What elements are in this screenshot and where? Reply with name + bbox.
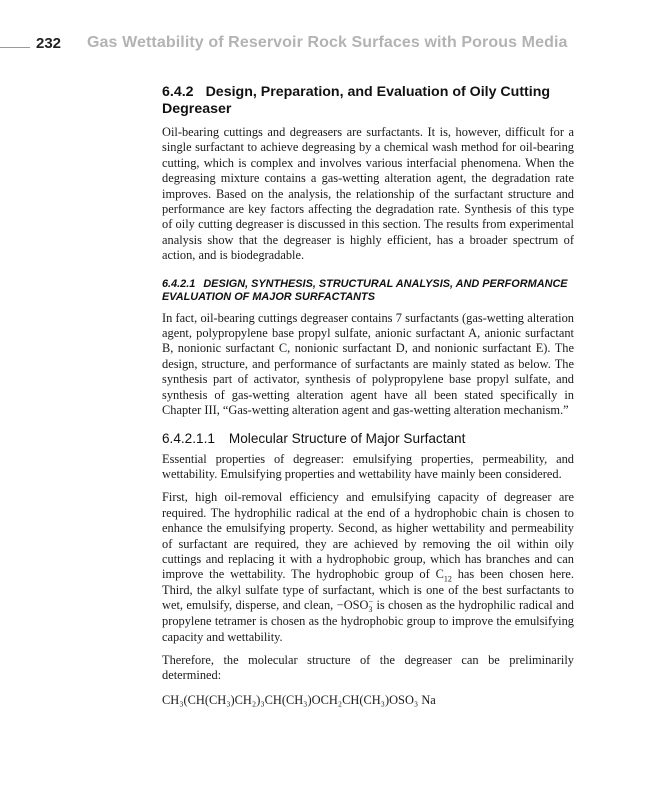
- subsubsection-title: Molecular Structure of Major Surfactant: [228, 430, 466, 446]
- page-number: 232: [36, 35, 62, 52]
- molecular-formula: CH₃(CH(CH₃)CH₂)₃CH(CH₃)OCH₂CH(CH₃)OSO₃ Na: [162, 692, 436, 707]
- paragraph-surfactants: In fact, oil-bearing cuttings degreaser contains 7 surfactants (gas-wetting alteration agent, polypropylene base propyl sulfate, anionic surfactant A, anionic surfactant B, nonionic surfactant C, nonionic surfactant D, and nonionic surfactant E). The design, structure, and performance of surfactants are mainly stated as below. The synthesis part of activator, synthesis of polypropylene base propyl sulfate, and synthesis of gas-wetting alteration agent have all been stated specifically in Chapter III, “Gas-wetting alteration agent and gas-wetting alteration mechanism.”: [162, 310, 574, 418]
- subsection-number: 6.4.2.1: [162, 277, 196, 290]
- carbon-subscript: 12: [443, 574, 452, 584]
- section-title: Design, Preparation, and Evaluation of Oily Cutting Degreaser: [162, 84, 551, 117]
- paragraph-design-rationale: [162, 490, 574, 645]
- running-title: Gas Wettability of Reservoir Rock Surfaces with Porous Media: [87, 34, 568, 51]
- rationale-text-1: First, high oil-removal efficiency and emulsifying capacity of degreaser are required. The hydrophilic radical at the end of a hydrophobic chain is chosen to enhance the emulsifying property. Second, as higher wettability and permeability of surfactant are required, they are achieved by removing the oil within oily cuttings and replacing it with a hydrophobic group, which has branches and can improve the wettability. The hydrophobic group of C: [162, 490, 574, 582]
- subsubsection-heading-6-4-2-1-1: [162, 431, 574, 447]
- rationale-text-3: is chosen as the hydrophilic radical and propylene tetramer is chosen as the hydrophobic group to improve the emulsifying capacity and wettability.: [162, 598, 574, 644]
- header-rule: [0, 47, 30, 48]
- section-number: 6.4.2: [162, 84, 194, 100]
- section-heading-6-4-2: [162, 84, 574, 118]
- paragraph-essential-properties: Essential properties of degreaser: emulsifying properties, permeability, and wettability. Emulsifying properties and wettability have mainly been considered.: [162, 451, 574, 481]
- page-content: [162, 84, 574, 708]
- sulfate-superscript: −: [368, 597, 373, 607]
- subsection-title: DESIGN, SYNTHESIS, STRUCTURAL ANALYSIS, AND PERFORMANCE EVALUATION OF MAJOR SURFACTANTS: [162, 277, 568, 304]
- paragraph-conclusion: Therefore, the molecular structure of the degreaser can be preliminarily determined:: [162, 652, 574, 683]
- paragraph-intro: Oil-bearing cuttings and degreasers are surfactants. It is, however, difficult for a single surfactant to achieve degreasing by a chemical wash method for oil-bearing cutting, which is complex and involves various interfacial phenomena. When the degreasing mixture contains a gas-wetting alteration agent, the degradation rate improves. Based on the analysis, the relationship of the surfactant structure and performance are key factors affecting the degradation rate. Synthesis of this type of oily cutting degreaser is discussed in this section. The results from experimental analysis show that the degreaser is highly efficient, has a broader spectrum of action, and is biodegradable.: [162, 125, 574, 263]
- subsubsection-number: 6.4.2.1.1: [162, 430, 215, 446]
- subsection-heading-6-4-2-1: [162, 278, 574, 305]
- rationale-text-2: has been chosen here. Third, the alkyl sulfate type of surfactant, which is one of the best surfactants to wet, emulsify, disperse, and clean, −OSO: [162, 567, 575, 613]
- sulfate-subscript: 3: [368, 605, 373, 615]
